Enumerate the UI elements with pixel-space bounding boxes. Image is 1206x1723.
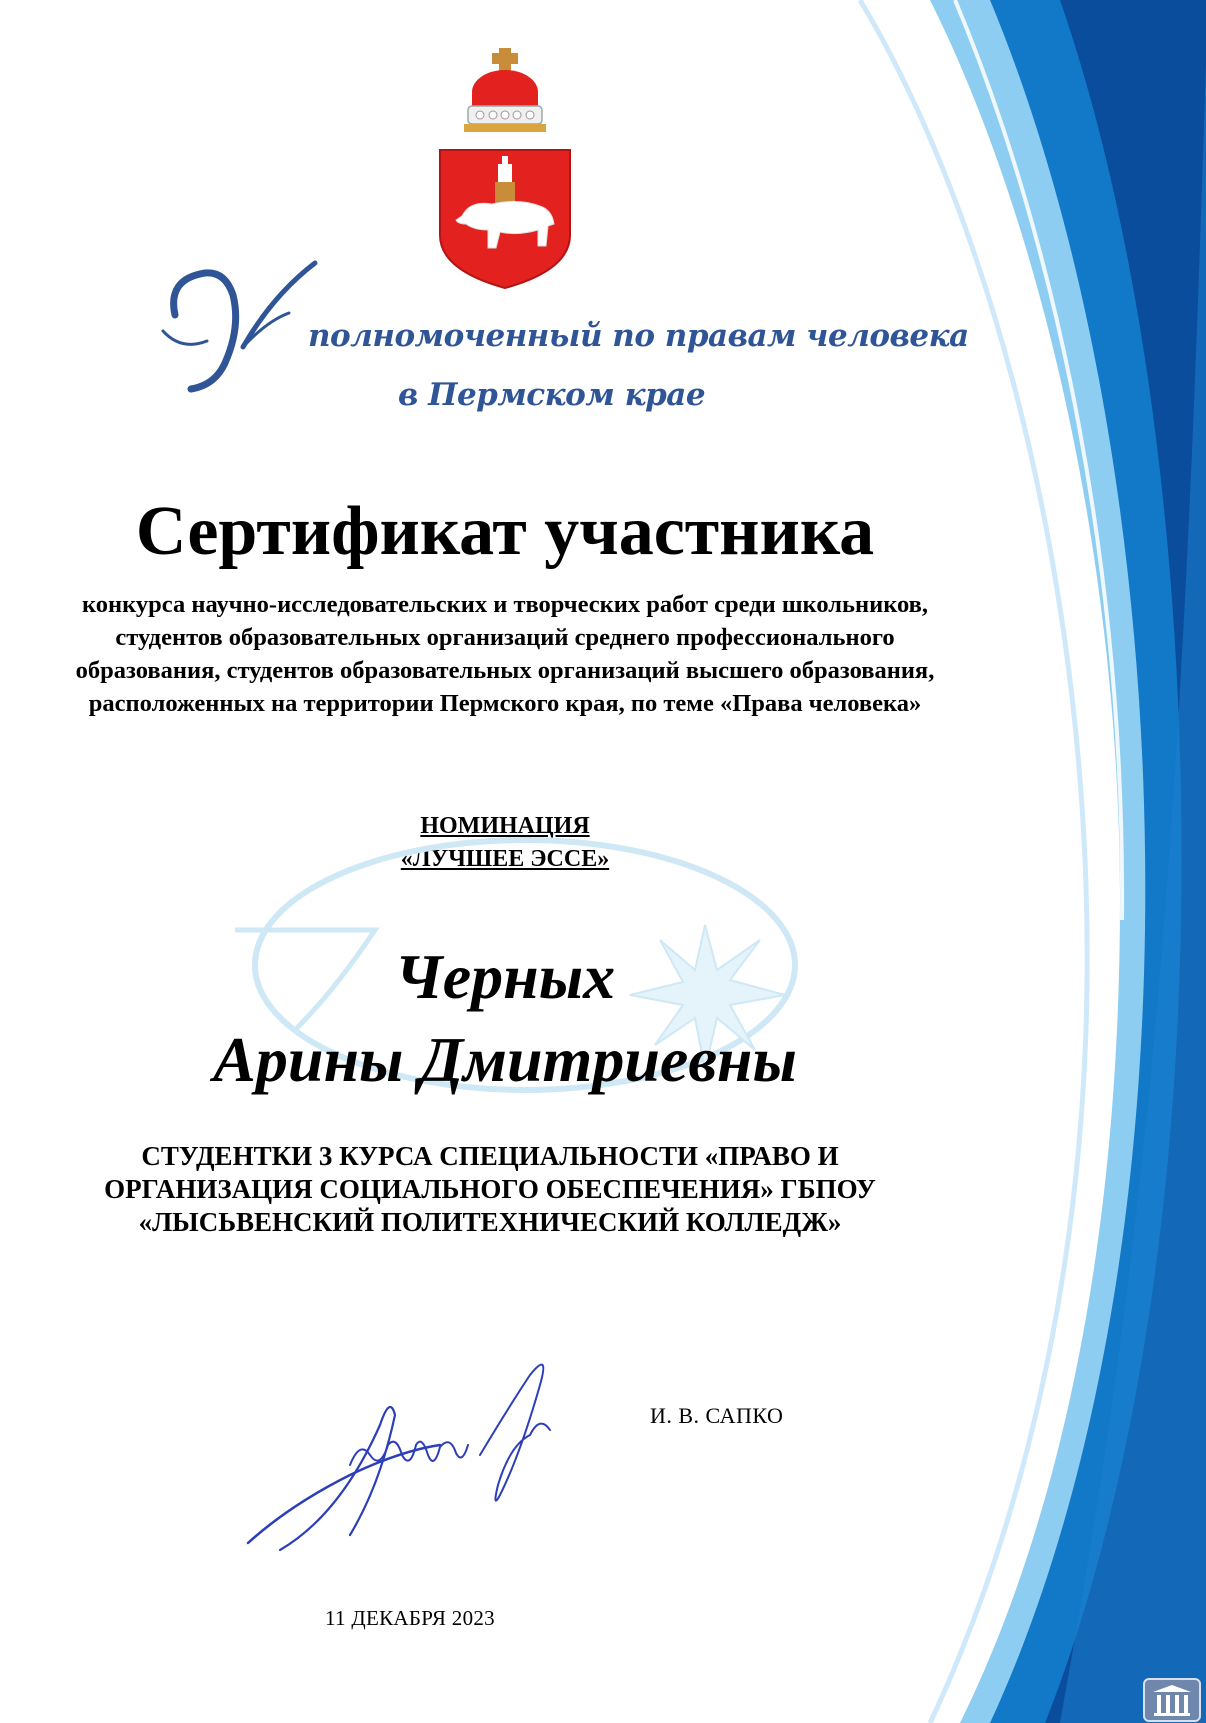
certificate-title: Сертификат участника <box>135 493 875 570</box>
recipient-surname: Черных <box>394 941 616 1012</box>
recipient-details: СТУДЕНТКИ 3 КУРСА СПЕЦИАЛЬНОСТИ «ПРАВО И ОРГАНИЗАЦИЯ СОЦИАЛЬНОГО ОБЕСПЕЧЕНИЯ» ГБПОУ «ЛЫСЬВЕНСКИЙ ПОЛИТЕХНИЧЕСКИЙ КОЛЛЕДЖ» <box>104 1141 876 1237</box>
nomination-label: НОМИНАЦИЯ <box>420 813 590 839</box>
signature <box>230 1345 620 1565</box>
nomination-value: «ЛУЧШЕЕ ЭССЕ» <box>400 846 610 872</box>
contest-description: конкурса научно-исследовательских и творческих работ среди школьников, студентов образовательных организаций среднего профессионального образования, студентов образовательных организаций высшего образования, расположенных на территории Пермского края, по теме «Права человека» <box>75 591 935 717</box>
logo-letter-text: У <box>155 255 156 256</box>
recipient-given-name: Арины Дмитриевны <box>213 1024 797 1095</box>
organization-name-line1: полномоченный по правам человека <box>308 318 969 354</box>
perm-krai-coat-of-arms-icon <box>430 40 580 290</box>
ombudsman-logo-letter <box>155 255 330 400</box>
organization-name-line2: в Пермском крае <box>398 377 706 413</box>
recipient-name <box>0 935 1010 1101</box>
signer-name: И. В. САПКО <box>650 1403 784 1428</box>
issue-date: 11 ДЕКАБРЯ 2023 <box>325 1606 495 1630</box>
college-logo-icon <box>1143 1678 1201 1722</box>
